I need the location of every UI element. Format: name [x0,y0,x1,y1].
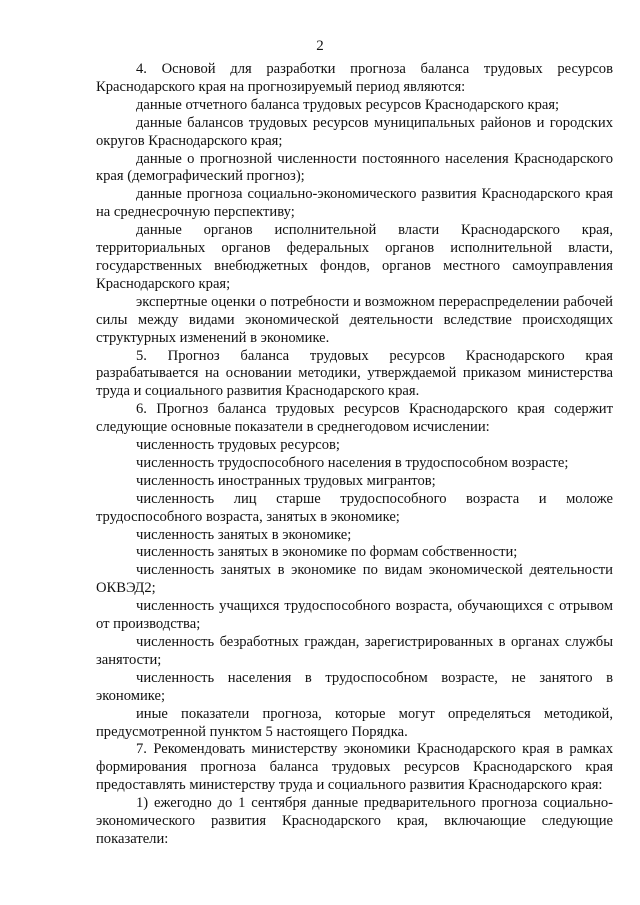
document-body [96,61,613,849]
paragraph-6-intro: 6. Прогноз баланса трудовых ресурсов Краснодарского края содержит следующие основные показатели в среднегодовом исчислении: [96,401,613,436]
list-item: численность иностранных трудовых мигрантов; [136,472,436,489]
list-item: численность трудоспособного населения в трудоспособном возрасте; [136,454,569,471]
list-item: численность занятых в экономике; [136,526,352,543]
list-item: экспертные оценки о потребности и возможном перераспределении рабочей силы между видами экономической деятельности вследствие происходящих структурных изменений в экономике. [96,293,613,346]
list-item: численность учащихся трудоспособного возраста, обучающихся с отрывом от производства; [96,598,613,633]
sub-item-1: 1) ежегодно до 1 сентября данные предварительного прогноза социально-экономического развития Краснодарского края, включающие следующие показатели: [96,795,613,847]
paragraph-4-intro: 4. Основой для разработки прогноза баланса трудовых ресурсов Краснодарского края на прогнозируемый период являются: [96,61,613,95]
paragraph-7-intro: 7. Рекомендовать министерству экономики Краснодарского края в рамках формирования прогноза баланса трудовых ресурсов Краснодарского края предоставлять министерству труда и социального развития Краснодарского края: [96,741,613,794]
list-item: данные отчетного баланса трудовых ресурсов Краснодарского края; [136,96,560,113]
page-number: 2 [316,38,324,54]
list-item: численность трудовых ресурсов; [136,437,340,454]
list-item: данные прогноза социально-экономического развития Краснодарского края на среднесрочную перспективу; [96,186,613,221]
list-item: данные о прогнозной численности постоянного населения Краснодарского края (демографический прогноз); [96,150,613,185]
list-item: иные показатели прогноза, которые могут определяться методикой, предусмотренной пунктом 5 настоящего Порядка. [96,705,613,740]
list-item: данные органов исполнительной власти Краснодарского края, территориальных органов федеральных органов исполнительной власти, государственных внебюджетных фондов, органов местного самоуправления Краснодарского края; [96,222,613,292]
list-item: численность населения в трудоспособном возрасте, не занятого в экономике; [96,669,613,704]
paragraph-5: 5. Прогноз баланса трудовых ресурсов Краснодарского края разрабатывается на основании методики, утверждаемой приказом министерства труда и социального развития Краснодарского края. [96,347,613,400]
list-item: данные балансов трудовых ресурсов муниципальных районов и городских округов Краснодарского края; [96,114,613,149]
list-item: численность лиц старше трудоспособного возраста и моложе трудоспособного возраста, занятых в экономике; [96,490,613,525]
list-item: численность занятых в экономике по формам собственности; [136,544,518,561]
list-item: численность безработных граждан, зарегистрированных в органах службы занятости; [96,634,613,668]
list-item: численность занятых в экономике по видам экономической деятельности ОКВЭД2; [96,562,613,597]
